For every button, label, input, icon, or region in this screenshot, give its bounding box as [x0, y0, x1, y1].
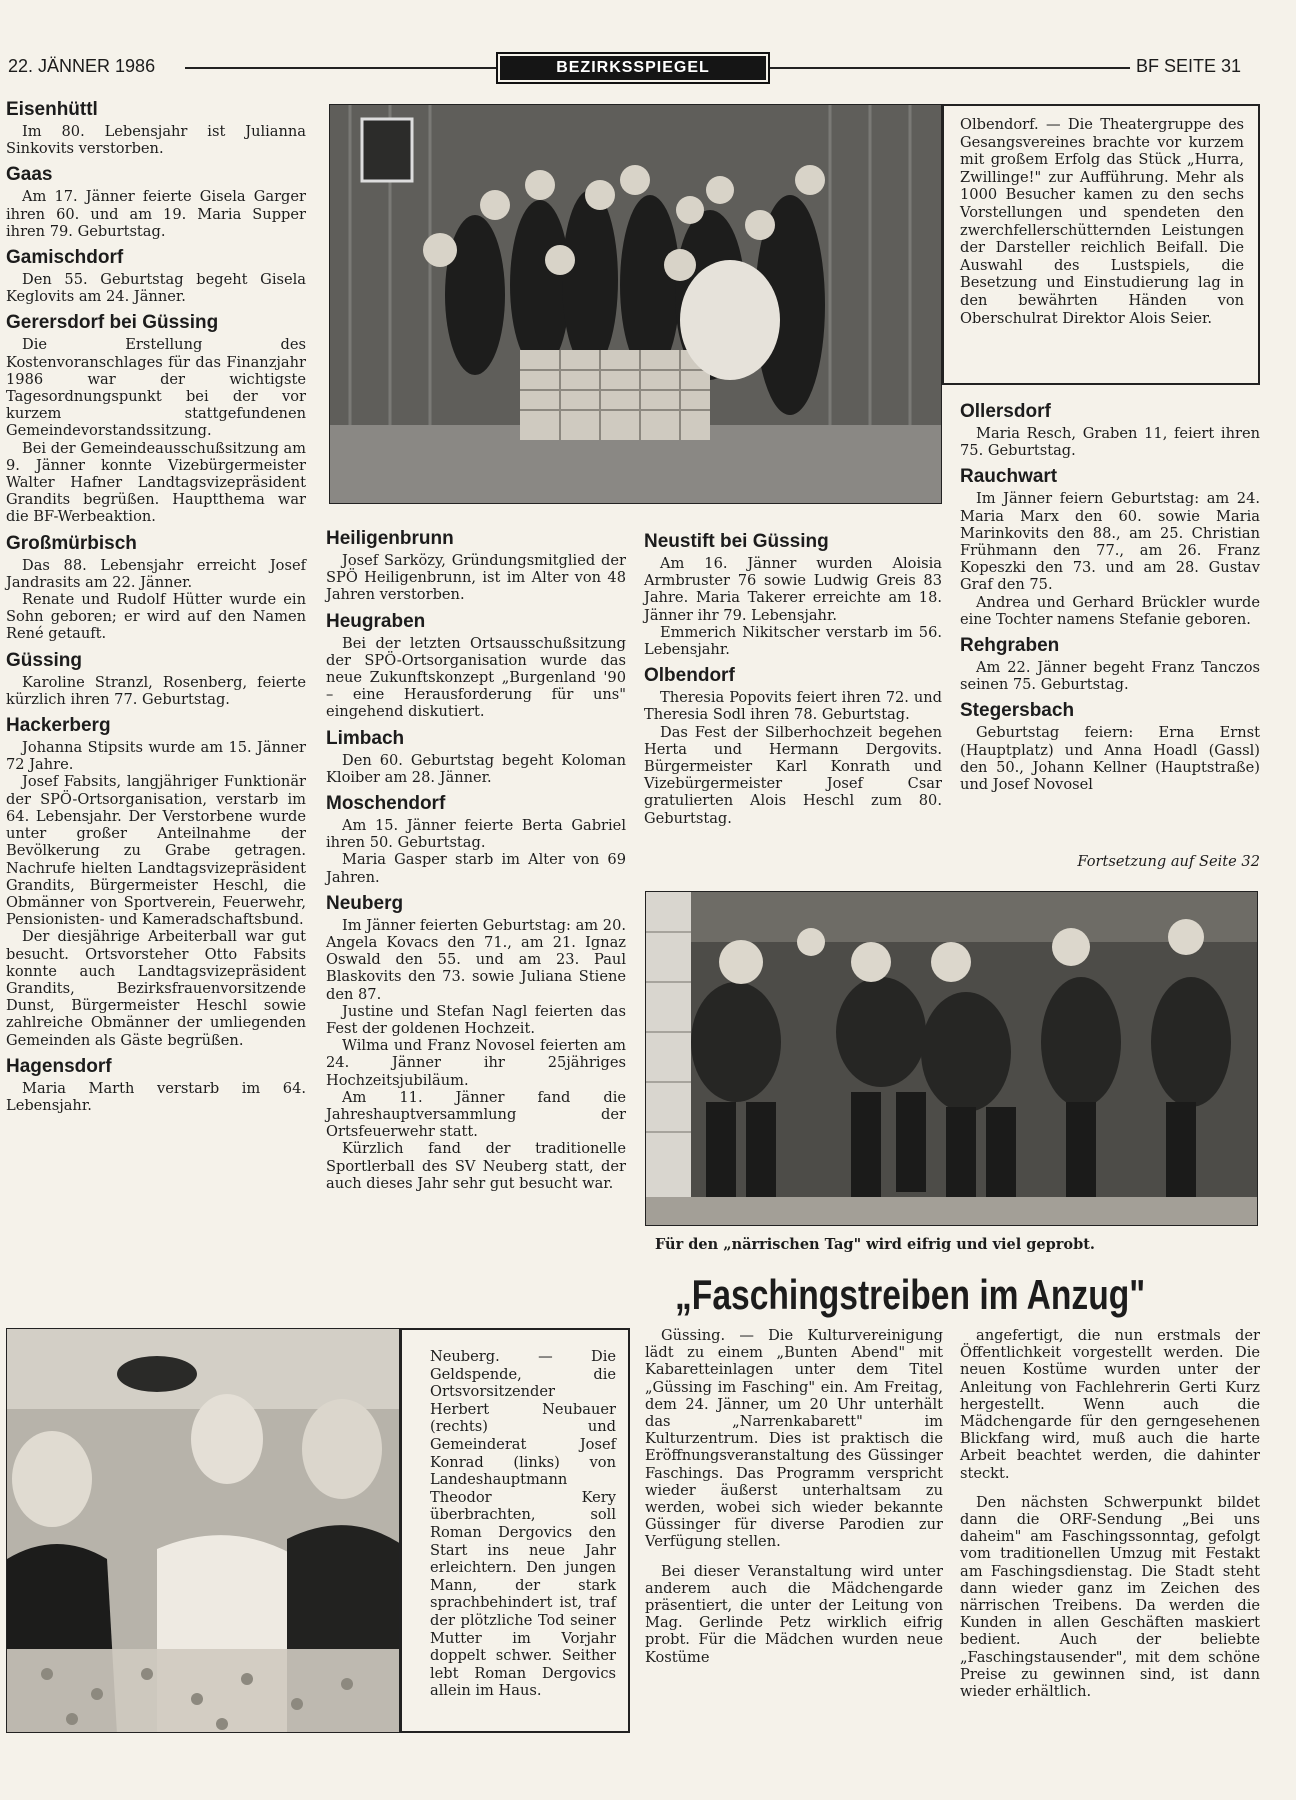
section-heading: Hackerberg: [6, 715, 111, 737]
section-paragraph: Das Fest der Silberhochzeit begehen Herta und Hermann Dergovits. Bürgermeister Karl Konrath und Vizebürgermeister Josef Csar gratulierten Alois Heschl zum 80. Geburtstag.: [644, 723, 942, 827]
section-heading: Rauchwart: [960, 466, 1058, 488]
section-paragraph: Maria Resch, Graben 11, feiert ihren 75. Geburtstag.: [960, 425, 1260, 460]
section-paragraph: Am 15. Jänner feierte Berta Gabriel ihren 50. Geburtstag.: [326, 817, 626, 852]
article-paragraph: Güssing. — Die Kulturvereinigung lädt zu einem „Bunten Abend" mit Kabaretteinlagen unter dem Titel „Güssing im Fasching" ein. Am Freitag, dem 24. Jänner, um 20 Uhr unterhält das „Narrenkabarett" im Kulturzentrum. Dies ist praktisch die Eröffnungsveranstaltung des Güssinger Faschings. Das Programm verspricht wieder äußerst unterhaltsam zu werden, wobei sich wieder bekannte Güssinger für diverse Parodien zur Verfügung stellen.: [645, 1327, 943, 1551]
section-heading: Neustift bei Güssing: [644, 531, 829, 552]
neuberg-donation-box: [400, 1328, 630, 1733]
header-rule-left: [185, 67, 497, 69]
column-1: [6, 98, 306, 1114]
section-heading: Großmürbisch: [6, 532, 137, 554]
article-paragraph: angefertigt, die nun erstmals der Öffentlichkeit vorgestellt werden. Die neuen Kostüme wurden unter der Anleitung von Fachlehrerin Gerti Kurz hergestellt. Wenn auch die Mädchengarde für den gerngesehenen Blickfang wird, muß auch die harte Arbeit beachtet werden, die dahinter steckt.: [960, 1327, 1260, 1482]
section-paragraph: Josef Fabsits, langjähriger Funktionär der SPÖ-Ortsorganisation, verstarb im 64. Lebensjahr. Der Verstorbene wurde unter großer Anteilnahme der Bevölkerung zu Grabe getragen. Nachrufe hielten Landtagsvizepräsident Grandits, Bürgermeister Heschl, die Obmänner von Sportverein, Feuerwehr, Pensionisten- und Kameradschaftsbund.: [6, 773, 306, 929]
section-paragraph: Am 16. Jänner wurden Aloisia Armbruster 76 sowie Ludwig Greis 83 Jahre. Maria Takerer erreichte am 18. Jänner ihr 79. Lebensjahr.: [644, 555, 942, 624]
section-paragraph: Das 88. Lebensjahr erreicht Josef Jandrasits am 22. Jänner.: [6, 556, 306, 591]
section-paragraph: Im Jänner feierten Geburtstag: am 20. Angela Kovacs den 71., am 21. Ignaz Oswald den 55. und am 23. Paul Blaskovits den 73. sowie Juliana Stiene den 87.: [326, 916, 626, 1003]
section-heading: Güssing: [6, 649, 83, 671]
section-heading: Limbach: [326, 727, 405, 749]
neuberg-donation-photo: [6, 1328, 400, 1733]
section-heading: Stegersbach: [960, 700, 1075, 722]
section-paragraph: Wilma und Franz Novosel feierten am 24. Jänner ihr 25jähriges Hochzeitsjubiläum.: [326, 1037, 626, 1089]
fasching-column-1: [645, 1327, 943, 1666]
article-paragraph: Bei dieser Veranstaltung wird unter anderem auch die Mädchengarde präsentiert, die unter der Leitung von Mag. Gerlinde Petz wirklich eifrig probt. Für die Mädchen wurden neue Kostüme: [645, 1562, 943, 1666]
header-rule-right: [770, 67, 1130, 69]
section-paragraph: Justine und Stefan Nagl feierten das Fest der goldenen Hochzeit.: [326, 1002, 626, 1038]
section-heading: Moschendorf: [326, 793, 446, 815]
header-date: 22. JÄNNER 1986: [8, 55, 161, 77]
column-4: [960, 400, 1260, 793]
section-paragraph: Josef Sarközy, Gründungsmitglied der SPÖ Heiligenbrunn, ist im Alter von 48 Jahren verstorben.: [326, 552, 626, 604]
section-paragraph: Der diesjährige Arbeiterball war gut besucht. Ortsvorsteher Otto Fabsits konnte auch Landtagsvizepräsident Grandits, Bezirksfrauenvorsitzende Dunst, Bürgermeister Heschl sowie zahlreiche Obmänner der umliegenden Gemeinden als Gäste begrüßen.: [6, 928, 306, 1049]
section-paragraph: Bei der Gemeindeausschußsitzung am 9. Jänner konnte Vizebürgermeister Walter Hafner Landtagsvizepräsident Grandits begrüßen. Hauptthema war die BF-Werbeaktion.: [6, 439, 306, 526]
continuation-note: Fortsetzung auf Seite 32: [1077, 853, 1260, 870]
column-3: [644, 530, 942, 827]
section-paragraph: Andrea und Gerhard Brückler wurde eine Tochter namens Stefanie geboren.: [960, 593, 1260, 628]
theater-group-photo: [329, 104, 942, 504]
fasching-photo-image: [646, 892, 1258, 1226]
section-heading: Neuberg: [326, 892, 404, 914]
section-paragraph: Geburtstag feiern: Erna Ernst (Hauptplatz) und Anna Hoadl (Gassl) den 50., Johann Kellner (Hauptstraße) und Josef Novosel: [960, 724, 1260, 794]
neuberg-box-text: Neuberg. — Die Geldspende, die Ortsvorsitzender Herbert Neubauer (rechts) und Gemeinderat Josef Konrad (links) von Landeshauptmann Theodor Kery überbrachten, soll Roman Dergovics den Start ins neue Jahr erleichtern. Den jungen Mann, der stark sprachbehindert ist, traf der plötzliche Tod seiner Mutter im Vorjahr doppelt schwer. Seither lebt Roman Dergovics allein im Haus.: [430, 1348, 616, 1700]
section-heading: Hagensdorf: [6, 1055, 112, 1077]
section-paragraph: Karoline Stranzl, Rosenberg, feierte kürzlich ihren 77. Geburtstag.: [6, 673, 306, 708]
olbendorf-theater-box: [942, 104, 1260, 385]
section-paragraph: Den 55. Geburtstag begeht Gisela Keglovits am 24. Jänner.: [6, 271, 306, 306]
fasching-photo-caption: Für den „närrischen Tag" wird eifrig und viel geprobt.: [655, 1236, 1095, 1253]
section-paragraph: Emmerich Nikitscher verstarb im 56. Lebensjahr.: [644, 623, 942, 659]
section-paragraph: Den 60. Geburtstag begeht Koloman Kloiber am 28. Jänner.: [326, 751, 626, 786]
section-paragraph: Maria Gasper starb im Alter von 69 Jahren.: [326, 851, 626, 886]
section-paragraph: Bei der letzten Ortsausschußsitzung der SPÖ-Ortsorganisation wurde das neue Zukunftskonzept „Burgenland '90 – eine Herausforderung für uns" eingehend diskutiert.: [326, 634, 626, 721]
theater-photo-image: [330, 105, 942, 504]
section-paragraph: Maria Marth verstarb im 64. Lebensjahr.: [6, 1079, 306, 1114]
section-paragraph: Am 17. Jänner feierte Gisela Garger ihren 60. und am 19. Maria Supper ihren 79. Geburtstag.: [6, 188, 306, 240]
fasching-rehearsal-photo: [645, 891, 1258, 1226]
fasching-column-2: [960, 1327, 1260, 1700]
section-heading: Gamischdorf: [6, 247, 124, 269]
header-page-number: BF SEITE 31: [1130, 55, 1241, 77]
section-paragraph: Im 80. Lebensjahr ist Julianna Sinkovits verstorben.: [6, 123, 306, 158]
section-title: BEZIRKSSPIEGEL: [500, 56, 766, 80]
section-paragraph: Theresia Popovits feiert ihren 72. und Theresia Sodl ihren 78. Geburtstag.: [644, 689, 942, 724]
fasching-headline: „Faschingstreiben im Anzug": [675, 1271, 1146, 1318]
section-heading: Heiligenbrunn: [326, 528, 454, 549]
section-badge: [496, 52, 770, 84]
article-paragraph: Den nächsten Schwerpunkt bildet dann die ORF-Sendung „Bei uns daheim" am Faschingssonntag, gefolgt vom traditionellen Umzug mit Festakt am Faschingsdienstag. Die Stadt steht dann wieder ganz im Zeichen des närrischen Treibens. Da werden die Kunden in allen Geschäften maskiert bedient. Auch der beliebte „Faschingstausender", mit dem schöne Preise zu gewinnen sind, ist dann wieder erhältlich.: [960, 1493, 1260, 1701]
section-paragraph: Im Jänner feiern Geburtstag: am 24. Maria Marx den 60. sowie Maria Marinkovits den 88., am 25. Christian Frühmann den 77., am 26. Franz Kopeszki den 73. und am 28. Gustav Graf den 75.: [960, 490, 1260, 594]
neuberg-photo-image: [7, 1329, 400, 1733]
olbendorf-box-text: Olbendorf. — Die Theatergruppe des Gesangsvereines brachte vor kurzem mit großem Erfolg das Stück „Hurra, Zwillinge!" zur Aufführung. Mehr als 1000 Besucher kamen zu den sechs Vorstellungen und spendeten den zwerchfellerschütternden Leistungen der Darsteller reichlich Beifall. Die Auswahl des Lustspiels, die Besetzung und Einstudierung lag in den bewährten Händen von Oberschulrat Direktor Alois Seier.: [960, 116, 1244, 327]
column-2: [326, 527, 626, 1192]
section-paragraph: Kürzlich fand der traditionelle Sportlerball des SV Neuberg statt, der auch dieses Jahr sehr gut besucht war.: [326, 1140, 626, 1192]
section-heading: Heugraben: [326, 610, 426, 632]
section-paragraph: Am 11. Jänner fand die Jahreshauptversammlung der Ortsfeuerwehr statt.: [326, 1088, 626, 1141]
section-paragraph: Renate und Rudolf Hütter wurde ein Sohn geboren; er wird auf den Namen René getauft.: [6, 591, 306, 643]
section-heading: Ollersdorf: [960, 401, 1051, 422]
section-heading: Eisenhüttl: [6, 99, 98, 120]
section-paragraph: Johanna Stipsits wurde am 15. Jänner 72 Jahre.: [6, 739, 306, 774]
section-heading: Gaas: [6, 164, 53, 186]
section-paragraph: Die Erstellung des Kostenvoranschlages für das Finanzjahr 1986 war der wichtigste Tagesordnungspunkt bei der vor kurzem stattgefundenen Gemeindevorstandssitzung.: [6, 336, 306, 440]
section-paragraph: Am 22. Jänner begeht Franz Tanczos seinen 75. Geburtstag.: [960, 659, 1260, 694]
section-heading: Olbendorf: [644, 665, 735, 687]
section-heading: Gerersdorf bei Güssing: [6, 312, 219, 334]
section-heading: Rehgraben: [960, 635, 1060, 657]
